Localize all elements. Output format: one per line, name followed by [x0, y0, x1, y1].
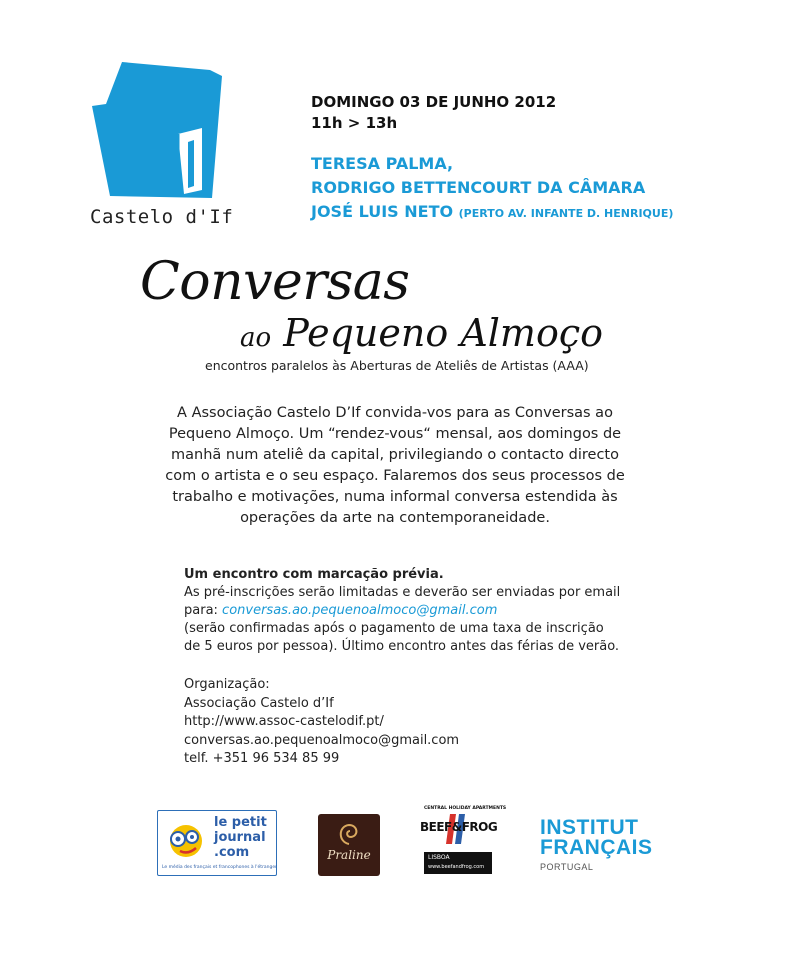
organization-section	[184, 676, 459, 769]
booking-line: (serão confirmadas após o pagamento de uma taxa de inscrição	[184, 621, 604, 636]
beefrog-header: CENTRAL HOLIDAY APARTMENTS	[424, 806, 507, 811]
artist-location: (PERTO AV. INFANTE D. HENRIQUE)	[458, 207, 674, 220]
title-prefix: ao	[240, 323, 272, 353]
booking-line: de 5 euros por pessoa). Último encontro antes das férias de verão.	[184, 639, 620, 654]
beefrog-name: BEEF&FROG	[420, 820, 498, 834]
org-email[interactable]: conversas.ao.pequenoalmoco@gmail.com	[184, 732, 460, 748]
booking-section	[184, 566, 620, 656]
lpj-line-3: .com	[214, 845, 250, 860]
intro-line: com o artista e o seu espaço. Falaremos dos seus processos de	[165, 468, 625, 484]
event-time: 11h > 13h	[311, 114, 398, 132]
lpj-line-2: journal	[214, 830, 266, 845]
praline-logo	[318, 814, 380, 876]
institut-francais-logo	[540, 818, 660, 878]
event-info	[311, 92, 556, 134]
intro-paragraph	[150, 403, 640, 529]
institut-line-2: FRANÇAIS	[540, 836, 653, 859]
beefrog-city: LISBOA	[428, 854, 450, 861]
artist-line-2: RODRIGO BETTENCOURT DA CÂMARA	[311, 178, 646, 197]
title-pequeno-almoco	[240, 310, 603, 361]
title-conversas: Conversas	[140, 252, 410, 312]
booking-line: As pré-inscrições serão limitadas e deverão ser enviadas por email	[184, 585, 621, 600]
artist-list	[311, 152, 673, 226]
intro-line: Pequeno Almoço. Um “rendez-vous“ mensal, aos domingos de	[168, 426, 622, 442]
org-name: Associação Castelo d’If	[184, 695, 334, 711]
logo-name: Castelo d'If	[90, 206, 234, 228]
beef-and-frog-logo	[418, 806, 507, 876]
booking-email-link[interactable]: conversas.ao.pequenoalmoco@gmail.com	[222, 603, 498, 618]
booking-line	[184, 602, 620, 620]
org-url[interactable]: http://www.assoc-castelodif.pt/	[184, 714, 384, 730]
artist-line-1: TERESA PALMA,	[311, 154, 454, 173]
intro-line: manhã num ateliê da capital, privilegiando o contacto directo	[171, 447, 619, 463]
beefrog-url: www.beefandfrog.com	[428, 864, 485, 870]
intro-line: trabalho e motivações, numa informal conversa estendida às	[172, 489, 618, 505]
institut-line-1: INSTITUT	[540, 816, 639, 839]
lpj-line-1: le petit	[214, 815, 267, 830]
booking-heading: Um encontro com marcação prévia.	[184, 567, 444, 582]
title-main: Pequeno Almoço	[283, 311, 603, 355]
booking-prefix: para:	[184, 603, 223, 618]
le-petit-journal-logo	[157, 810, 277, 876]
institut-line-3: PORTUGAL	[540, 862, 594, 872]
le-petit-journal-face-icon	[164, 821, 210, 861]
intro-line: A Associação Castelo D’If convida-vos para as Conversas ao	[177, 405, 613, 421]
subtitle: encontros paralelos às Aberturas de Ateliês de Artistas (AAA)	[205, 358, 589, 373]
artist-line-3	[311, 200, 673, 226]
org-label: Organização:	[184, 677, 270, 692]
event-date: DOMINGO 03 DE JUNHO 2012	[311, 93, 557, 111]
intro-line: operações da arte na contemporaneidade.	[240, 510, 550, 526]
praline-swirl-icon	[334, 820, 364, 848]
castelo-dif-logo-icon	[92, 62, 222, 202]
artist-name-3: JOSÉ LUIS NETO	[311, 202, 454, 221]
lpj-tagline: Le média des français et francophones à l'étranger	[162, 865, 278, 870]
praline-name: Praline	[327, 848, 371, 862]
org-phone: telf. +351 96 534 85 99	[184, 751, 340, 767]
